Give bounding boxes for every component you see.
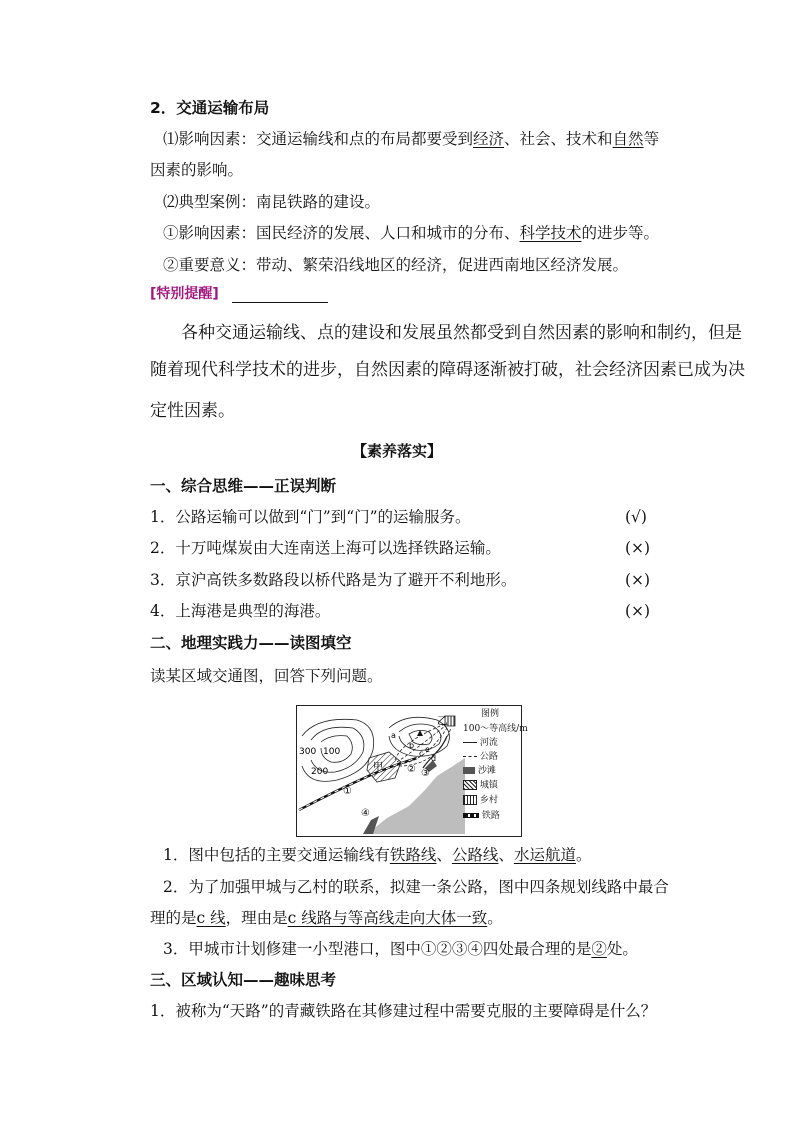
label-yi: 乙: [437, 714, 448, 727]
legend-river-row: [463, 738, 498, 749]
legend-river: 河流: [479, 738, 498, 748]
part2-title: 二、地理实践力——读图填空: [150, 634, 352, 652]
legend-railway: 铁路: [481, 811, 500, 821]
legend-road-row: [463, 752, 498, 763]
paragraph-factors: ⑴影响因素：交通运输线和点的布局都要受到经济、社会、技术和自然等: [163, 130, 660, 148]
judge-mark-3: (×): [625, 571, 651, 589]
paragraph-case: ⑵典型案例：南昆铁路的建设。: [163, 193, 381, 211]
label-d: d: [431, 754, 437, 763]
label-300: 300: [299, 747, 317, 757]
part3-title: 三、区域认知——趣味思考: [150, 971, 337, 989]
legend-town-row: [463, 780, 498, 792]
road-swatch: [463, 756, 477, 757]
question-2-answer: 理的是c 线，理由是c 线路与等高线走向大体一致。: [150, 909, 503, 927]
practice-header: 【素养落实】: [351, 442, 442, 460]
tip-line-1: 各种交通运输线、点的建设和发展虽然都受到自然因素的影响和制约，但是: [181, 323, 742, 343]
railway-swatch: [463, 813, 479, 818]
label-n1: ①: [343, 786, 352, 797]
label-200: 200: [311, 767, 329, 777]
legend-town: 城镇: [479, 780, 498, 791]
label-c: c: [419, 749, 424, 758]
river-swatch: [463, 742, 477, 743]
legend-title: 图例: [481, 709, 500, 719]
label-n4: ④: [361, 808, 370, 819]
label-n3: ③: [421, 768, 430, 779]
beach-swatch: [463, 767, 475, 774]
paragraph-influence: ①影响因素：国民经济的发展、人口和城市的分布、科学技术的进步等。: [163, 224, 660, 242]
paragraph-significance: ②重要意义：带动、繁荣沿线地区的经济，促进西南地区经济发展。: [163, 256, 629, 274]
part2-intro: 读某区域交通图，回答下列问题。: [150, 667, 383, 685]
label-a: a: [391, 731, 396, 740]
judge-item-2: 2．十万吨煤炭由大连南送上海可以选择铁路运输。: [150, 539, 501, 557]
map-legend: [463, 707, 533, 837]
legend-beach-row: [463, 766, 496, 777]
judge-item-3: 3．京沪高铁多数路段以桥代路是为了避开不利地形。: [150, 571, 517, 589]
town-swatch: [463, 780, 477, 790]
tip-label: [特别提醒]: [150, 286, 219, 302]
question-1: 1．图中包括的主要交通运输线有铁路线、公路线、水运航道。: [163, 846, 592, 864]
question-3: 3．甲城市计划修建一小型港口，图中①②③④四处最合理的是②处。: [163, 940, 638, 958]
legend-railway-row: [463, 811, 500, 822]
label-jia: 甲: [373, 762, 383, 773]
judge-mark-1: (√): [625, 508, 647, 526]
question-2: 2．为了加强甲城与乙村的联系，拟建一条公路，图中四条规划线路中最合: [163, 878, 669, 896]
judge-mark-2: (×): [625, 539, 651, 557]
section-title: 2．交通运输布局: [150, 99, 270, 117]
tip-divider: [232, 302, 328, 303]
label-e: e: [425, 745, 430, 754]
paragraph-factors-cont: 因素的影响。: [150, 161, 244, 179]
legend-contour: 100～等高线/m: [463, 724, 528, 734]
village-swatch: [463, 795, 477, 805]
part3-question-1: 1．被称为“天路”的青藏铁路在其修建过程中需要克服的主要障碍是什么？: [150, 1002, 657, 1020]
judge-item-1: 1．公路运输可以做到“门”到“门”的运输服务。: [150, 508, 471, 526]
judge-mark-4: (×): [625, 602, 651, 620]
legend-village-row: [463, 795, 498, 807]
part1-title: 一、综合思维——正误判断: [150, 477, 337, 495]
label-b: b: [409, 741, 415, 750]
label-100: 100: [323, 747, 341, 757]
legend-road: 公路: [479, 752, 498, 762]
judge-item-4: 4．上海港是典型的海港。: [150, 602, 331, 620]
legend-village: 乡村: [479, 795, 498, 806]
label-n2: ②: [407, 764, 416, 775]
tip-line-3: 定性因素。: [150, 401, 235, 421]
tip-line-2: 随着现代科学技术的进步，自然因素的障碍逐渐被打破，社会经济因素已成为决: [150, 360, 745, 380]
legend-beach: 沙滩: [477, 766, 496, 776]
